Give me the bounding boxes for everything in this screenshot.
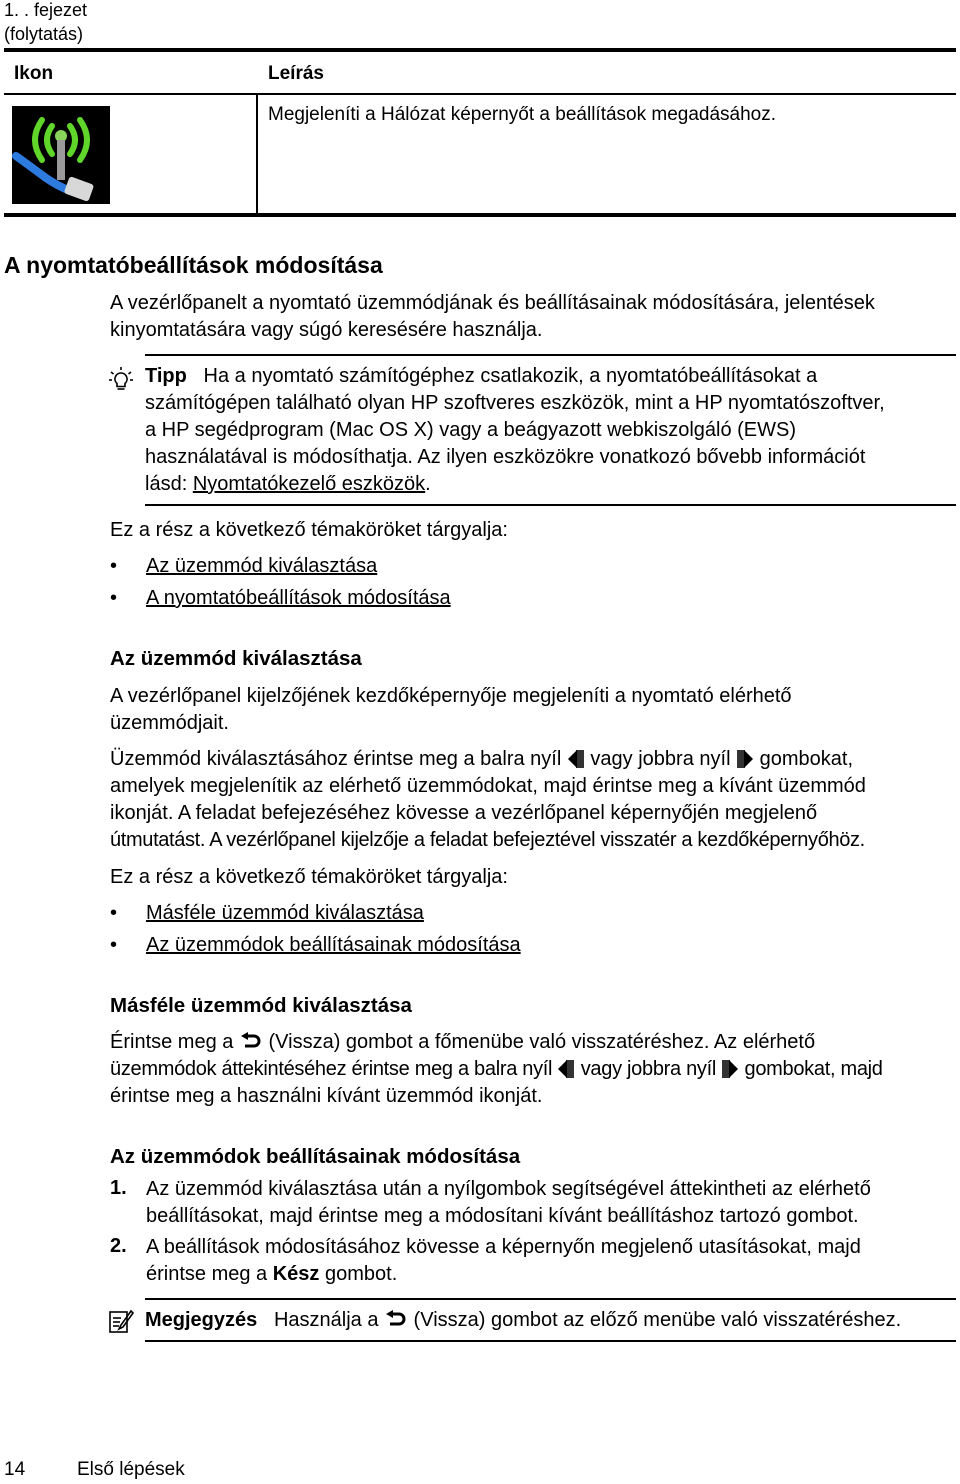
left-arrow-icon — [557, 1059, 575, 1087]
table-top-rule — [4, 48, 956, 52]
table-bottom-rule — [4, 213, 956, 217]
select-other-mode-link[interactable]: Másféle üzemmód kiválasztása — [146, 902, 424, 924]
tip-text: Ha a nyomtató számítógéphez csatlakozik, a nyomtatóbeállításokat a — [203, 365, 818, 387]
bullet-marker: • — [110, 902, 118, 924]
table-column-divider — [256, 95, 258, 213]
paragraph-line: amelyek megjelenítik az elérhető üzemmódokat, majd érintse meg a kívánt üzemmód — [110, 775, 866, 797]
note-label: Megjegyzés — [145, 1309, 258, 1331]
subsection-title: Az üzemmódok beállításainak módosítása — [110, 1145, 521, 1168]
tip-line — [145, 365, 817, 388]
topics-intro: Ez a rész a következő témaköröket tárgyalja: — [110, 866, 508, 888]
step-line: A beállítások módosításához kövesse a képernyőn megjelenő utasításokat, majd — [146, 1236, 861, 1258]
paragraph-line: ikonját. A feladat befejezéséhez kövesse a vezérlőpanel képernyőjén megjelenő — [110, 802, 818, 824]
change-printer-settings-link[interactable]: A nyomtatóbeállítások módosítása — [146, 587, 451, 609]
note-line — [145, 1309, 901, 1336]
tip-text: . — [425, 473, 431, 495]
intro-line: A vezérlőpanelt a nyomtató üzemmódjának és beállításainak módosítására, jelentések — [110, 292, 875, 314]
paragraph-line: útmutatást. A vezérlőpanel kijelzője a feladat befejeztével visszatér a kezdőképernyőhöz. — [110, 829, 865, 851]
bullet-marker: • — [110, 555, 118, 577]
table-header-rule — [4, 93, 956, 95]
text-run: Érintse meg a — [110, 1031, 239, 1053]
table-row-description: Megjeleníti a Hálózat képernyőt a beállítások megadásához. — [268, 104, 777, 125]
intro-line: kinyomtatására vagy súgó keresésére használja. — [110, 319, 543, 341]
text-run: gombokat, — [754, 748, 854, 770]
tip-line — [145, 473, 431, 496]
text-run: (Vissza) gombot az előző menübe való visszatéréshez. — [408, 1309, 902, 1331]
subsection-title: Másféle üzemmód kiválasztása — [110, 994, 412, 1017]
table-header-icon: Ikon — [14, 63, 54, 84]
tip-line: a HP segédprogram (Mac OS X) vagy a beágyazott webkiszolgáló (EWS) — [145, 419, 797, 441]
bullet-marker: • — [110, 934, 118, 956]
step-line: Az üzemmód kiválasztása után a nyílgombok segítségével áttekintheti az elérhető — [146, 1178, 871, 1200]
text-run: (Vissza) gombot a főmenübe való visszatéréshez. Az elérhető — [262, 1031, 816, 1053]
bullet-marker: • — [110, 587, 118, 609]
paragraph-line: érintse meg a használni kívánt üzemmód ikonját. — [110, 1085, 543, 1107]
text-run: gombokat, majd — [739, 1058, 883, 1080]
tip-text: lásd: — [145, 473, 193, 495]
right-arrow-icon — [721, 1059, 739, 1087]
lightbulb-icon — [108, 366, 134, 394]
topics-intro: Ez a rész a következő témaköröket tárgyalja: — [110, 519, 508, 541]
note-bottom-rule — [145, 1340, 956, 1342]
footer-section-name: Első lépések — [77, 1459, 185, 1480]
back-icon — [384, 1310, 408, 1336]
step-line: beállításokat, majd érintse meg a módosítani kívánt beállításhoz tartozó gombot. — [146, 1205, 859, 1227]
change-mode-settings-link[interactable]: Az üzemmódok beállításainak módosítása — [146, 934, 521, 956]
printer-management-tools-link[interactable]: Nyomtatókezelő eszközök — [192, 473, 426, 495]
text-run: vagy jobbra nyíl — [575, 1058, 722, 1080]
step-number: 2. — [110, 1235, 127, 1257]
subsection-title: Az üzemmód kiválasztása — [110, 647, 362, 670]
page-number: 14 — [4, 1459, 26, 1480]
section-title: A nyomtatóbeállítások módosítása — [4, 252, 383, 278]
text-run: üzemmódok áttekintéséhez érintse meg a balra nyíl — [110, 1058, 558, 1080]
tip-line: használatával is módosíthatja. Az ilyen eszközökre vonatkozó bővebb információt — [145, 446, 866, 468]
step-number: 1. — [110, 1177, 127, 1199]
paragraph-line: A vezérlőpanel kijelzőjének kezdőképernyője megjeleníti a nyomtató elérhető — [110, 685, 792, 707]
tip-line: számítógépen található olyan HP szoftveres eszközök, mint a HP nyomtatószoftver, — [145, 392, 885, 414]
select-mode-link[interactable]: Az üzemmód kiválasztása — [146, 555, 378, 577]
tip-top-rule — [145, 354, 956, 356]
text-run: Üzemmód kiválasztásához érintse meg a balra nyíl — [110, 748, 567, 770]
paragraph-line: üzemmódjait. — [110, 712, 229, 734]
text-run: érintse meg a — [146, 1263, 273, 1285]
text-run: gombot. — [319, 1263, 398, 1285]
text-run: Használja a — [273, 1309, 384, 1331]
text-run: vagy jobbra nyíl — [584, 748, 737, 770]
table-header-description: Leírás — [268, 63, 324, 84]
wireless-network-icon — [12, 106, 110, 204]
note-top-rule — [145, 1298, 956, 1300]
continued-label: (folytatás) — [4, 24, 84, 44]
done-button-label: Kész — [272, 1263, 320, 1285]
tip-bottom-rule — [145, 504, 956, 506]
tip-label: Tipp — [145, 365, 187, 387]
chapter-label: 1. . fejezet — [4, 0, 88, 20]
note-icon — [108, 1308, 134, 1334]
step-line — [146, 1261, 397, 1288]
